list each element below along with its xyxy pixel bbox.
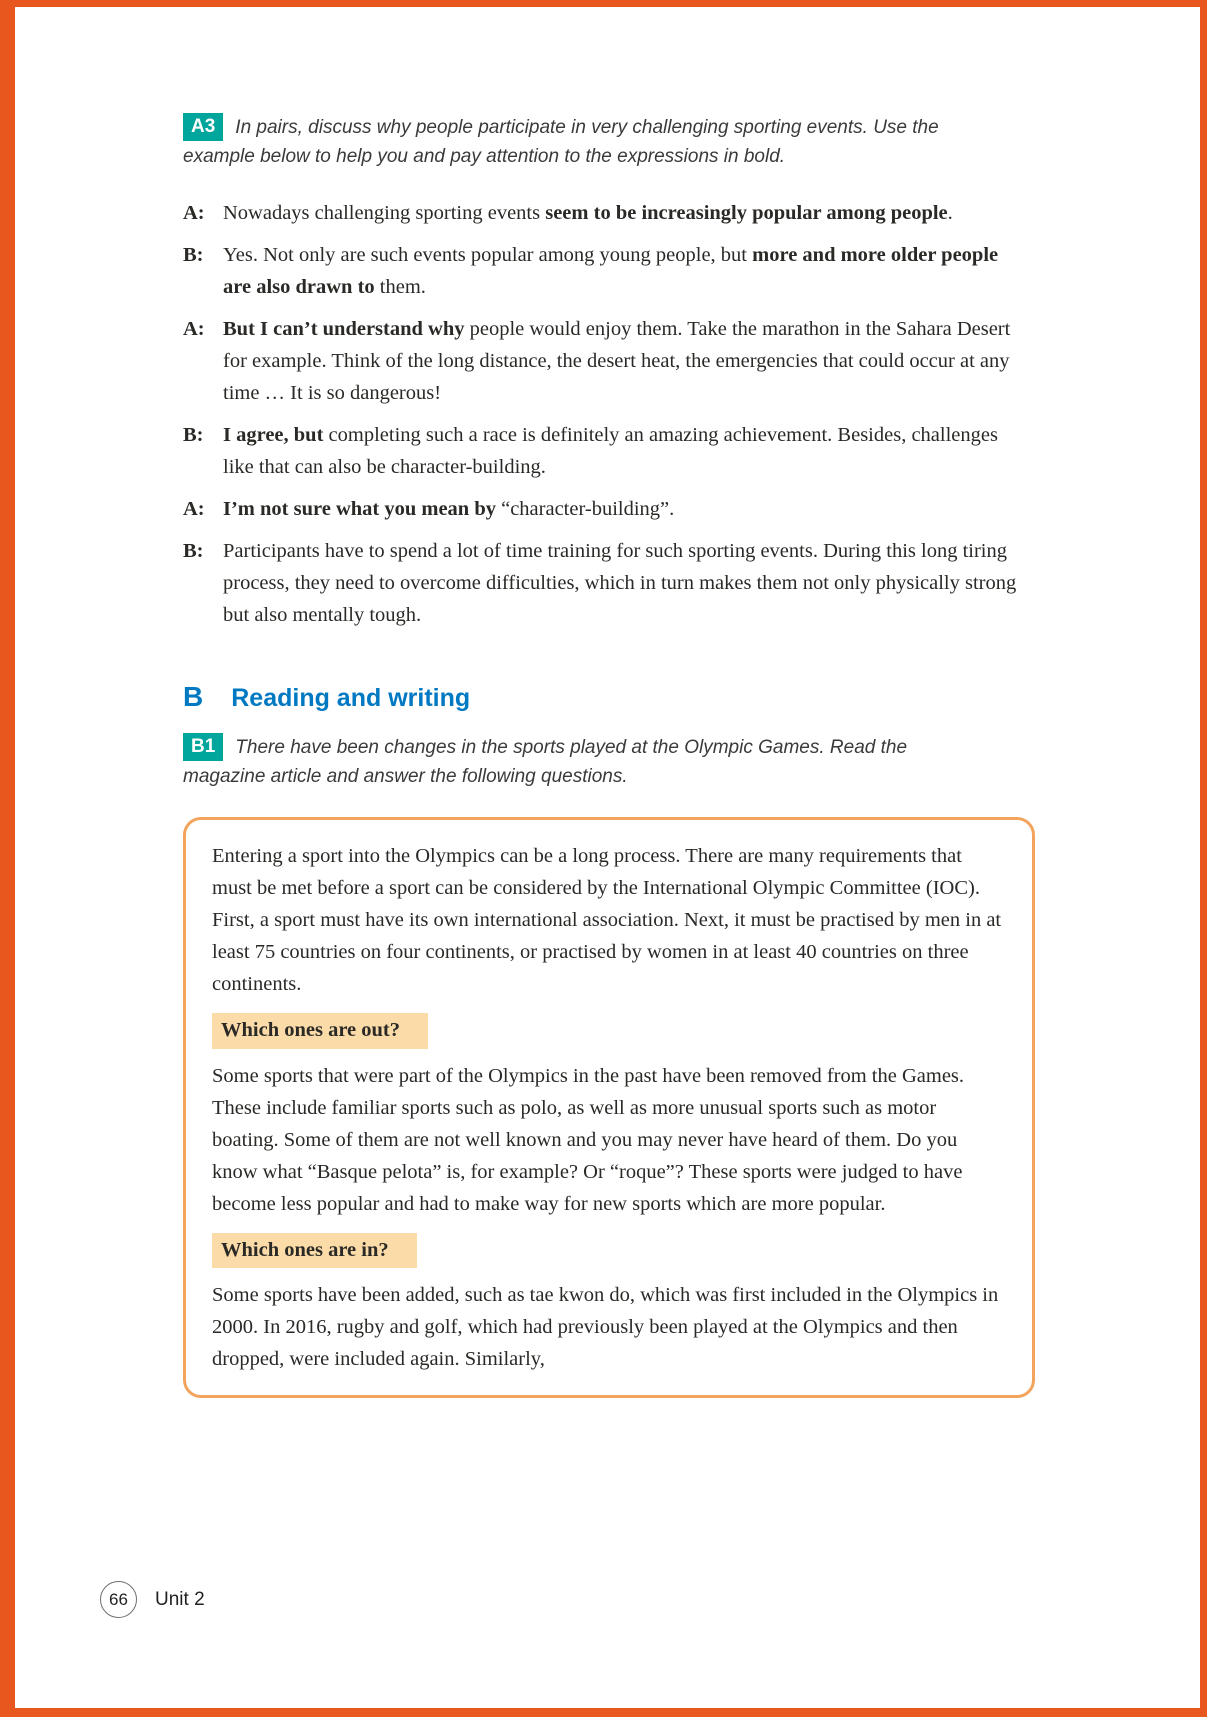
unit-label: Unit 2 [155, 1588, 205, 1610]
dialogue-line [183, 535, 1035, 631]
section-b-letter: B [183, 681, 204, 712]
activity-b1-header [183, 733, 988, 791]
article-subheading-text: Which ones are out? [212, 1013, 428, 1049]
speaker-label: A: [183, 498, 205, 520]
section-b-title: Reading and writing [231, 684, 471, 712]
dialogue-line [183, 419, 1035, 483]
speaker-label: B: [183, 424, 204, 446]
article-subheading-text: Which ones are in? [212, 1233, 417, 1269]
article-subheading [212, 1013, 1006, 1049]
dialogue-text: I’m not sure what you mean by “character-building”. [223, 498, 675, 520]
activity-a3-instructions: In pairs, discuss why people participate in very challenging sporting events. Use the example below to help you and pay attention to the expressions in bold. [183, 117, 939, 167]
dialogue [183, 197, 1035, 631]
dialogue-text: Participants have to spend a lot of time training for such sporting events. During this long tiring process, they need to overcome difficulties, which in turn makes them not only physically strong but also mentally tough. [223, 540, 1017, 626]
activity-a3-badge: A3 [183, 113, 223, 141]
article-paragraph: Some sports that were part of the Olympics in the past have been removed from the Games. These include familiar sports such as polo, as well as more unusual sports such as motor boating. Some of them are not well known and you may never have heard of them. Do you know what “Basque pelota” is, for example? Or “roque”? These sports were judged to have become less popular and had to make way for new sports which are more popular. [212, 1064, 965, 1215]
activity-b1-badge: B1 [183, 733, 223, 761]
speaker-label: B: [183, 540, 204, 562]
dialogue-line [183, 313, 1035, 409]
article-subheading [212, 1233, 1006, 1269]
dialogue-line [183, 493, 1035, 525]
article-paragraph: Entering a sport into the Olympics can be a long process. There are many requirements that must be met before a sport can be considered by the International Olympic Committee (IOC). First, a sport must have its own international association. Next, it must be practised by men in at least 75 countries on four continents, or practised by women in at least 40 countries on three continents. [212, 845, 1002, 995]
dialogue-line [183, 197, 1035, 229]
dialogue-text: I agree, but completing such a race is definitely an amazing achievement. Besides, challenges like that can also be character-building. [223, 424, 998, 478]
activity-b1-instructions: There have been changes in the sports played at the Olympic Games. Read the magazine article and answer the following questions. [183, 737, 908, 787]
page-number-badge: 66 [100, 1581, 137, 1618]
speaker-label: B: [183, 244, 204, 266]
dialogue-text: Nowadays challenging sporting events seem to be increasingly popular among people. [223, 202, 953, 224]
dialogue-line [183, 239, 1035, 303]
activity-a3-header [183, 113, 988, 171]
speaker-label: A: [183, 202, 205, 224]
page-content [183, 7, 1035, 1398]
dialogue-text: But I can’t understand why people would enjoy them. Take the marathon in the Sahara Desert for example. Think of the long distance, the desert heat, the emergencies that could occur at any time … It is so dangerous! [223, 318, 1011, 404]
article-paragraph: Some sports have been added, such as tae kwon do, which was first included in the Olympics in 2000. In 2016, rugby and golf, which had previously been played at the Olympics and then dropped, were included again. Similarly, [212, 1284, 999, 1371]
magazine-article-box [183, 817, 1035, 1398]
dialogue-text: Yes. Not only are such events popular among young people, but more and more older people are also drawn to them. [223, 244, 999, 298]
speaker-label: A: [183, 318, 205, 340]
section-b-header [183, 681, 1035, 713]
page-footer [100, 1581, 205, 1618]
